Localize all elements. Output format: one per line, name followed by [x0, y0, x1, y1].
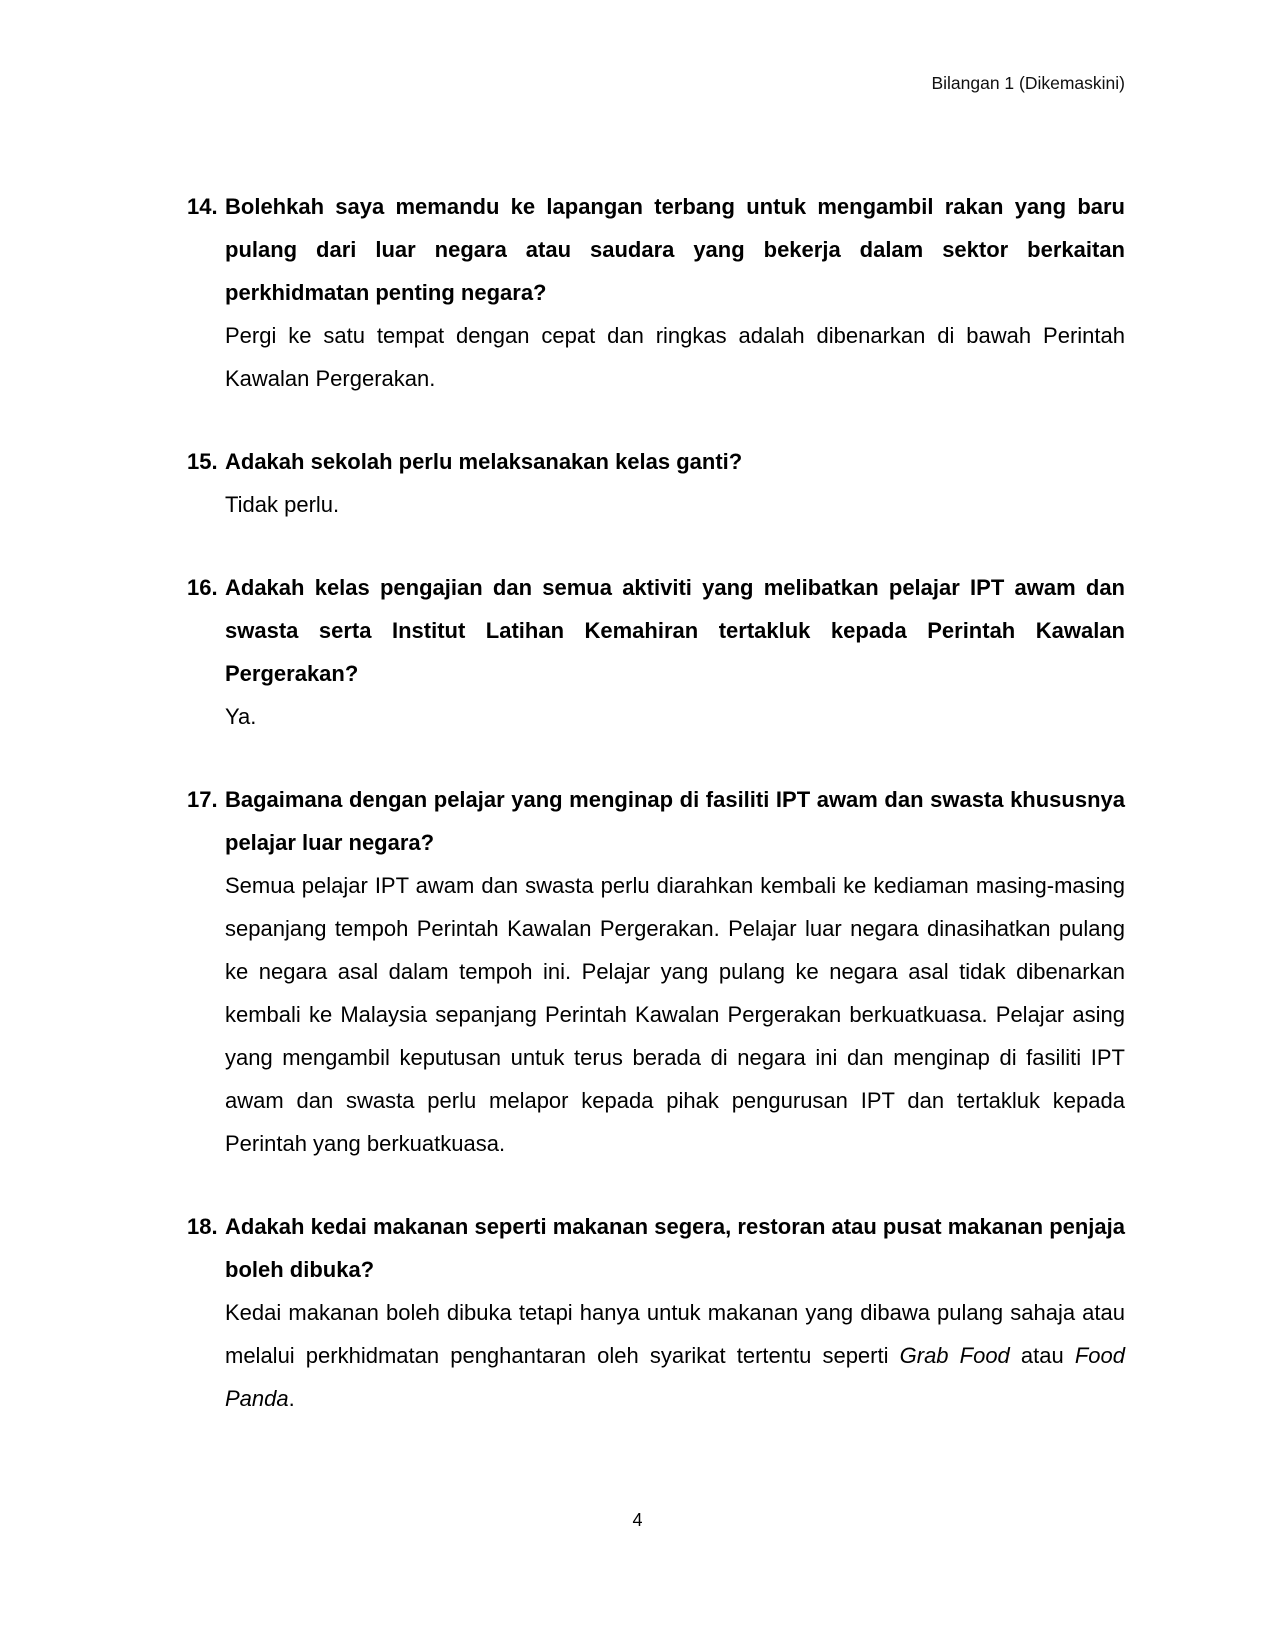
answer-text: Tidak perlu.	[225, 492, 340, 517]
question	[187, 185, 1125, 314]
answer-text-middle: atau	[1009, 1343, 1075, 1368]
question-text: Adakah kedai makanan seperti makanan segera, restoran atau pusat makanan penjaja boleh dibuka?	[225, 1214, 1125, 1282]
question-number: 16.	[187, 575, 218, 600]
faq-content	[187, 185, 1125, 1460]
question-text: Adakah sekolah perlu melaksanakan kelas ganti?	[225, 449, 743, 474]
question	[187, 566, 1125, 695]
faq-item-16	[187, 566, 1125, 738]
question	[187, 1205, 1125, 1291]
answer-text: Pergi ke satu tempat dengan cepat dan ringkas adalah dibenarkan di bawah Perintah Kawalan Pergerakan.	[225, 323, 1125, 391]
question	[187, 778, 1125, 864]
answer-text: Ya.	[225, 704, 257, 729]
answer-text	[225, 1291, 1125, 1420]
question-number: 15.	[187, 449, 218, 474]
question-text: Bagaimana dengan pelajar yang menginap di fasiliti IPT awam dan swasta khususnya pelajar luar negara?	[225, 787, 1125, 855]
question-number: 18.	[187, 1214, 218, 1239]
question-text: Adakah kelas pengajian dan semua aktiviti yang melibatkan pelajar IPT awam dan swasta serta Institut Latihan Kemahiran tertakluk kepada Perintah Kawalan Pergerakan?	[225, 575, 1125, 686]
answer-text: Semua pelajar IPT awam dan swasta perlu diarahkan kembali ke kediaman masing-masing sepanjang tempoh Perintah Kawalan Pergerakan. Pelajar luar negara dinasihatkan pulang ke negara asal dalam tempoh ini. Pelajar yang pulang ke negara asal tidak dibenarkan kembali ke Malaysia sepanjang Perintah Kawalan Pergerakan berkuatkuasa. Pelajar asing yang mengambil keputusan untuk terus berada di negara ini dan menginap di fasiliti IPT awam dan swasta perlu melapor kepada pihak pengurusan IPT dan tertakluk kepada Perintah yang berkuatkuasa.	[225, 873, 1125, 1156]
page-number: 4	[632, 1510, 643, 1530]
answer-text-before: Kedai makanan boleh dibuka tetapi hanya untuk makanan yang dibawa pulang sahaja atau melalui perkhidmatan penghantaran oleh syarikat tertentu seperti	[225, 1300, 1125, 1368]
faq-item-18	[187, 1205, 1125, 1420]
question-number: 17.	[187, 787, 218, 812]
faq-item-17	[187, 778, 1125, 1165]
question	[187, 440, 1125, 483]
answer-text-after: .	[288, 1386, 295, 1411]
page-header: Bilangan 1 (Dikemaskini)	[931, 73, 1125, 93]
brand-food-panda: Food Panda	[225, 1343, 1125, 1411]
question-number: 14.	[187, 194, 218, 219]
brand-grab-food: Grab Food	[899, 1343, 1010, 1368]
faq-item-15	[187, 440, 1125, 526]
faq-item-14	[187, 185, 1125, 400]
question-text: Bolehkah saya memandu ke lapangan terbang untuk mengambil rakan yang baru pulang dari luar negara atau saudara yang bekerja dalam sektor berkaitan perkhidmatan penting negara?	[225, 194, 1125, 305]
